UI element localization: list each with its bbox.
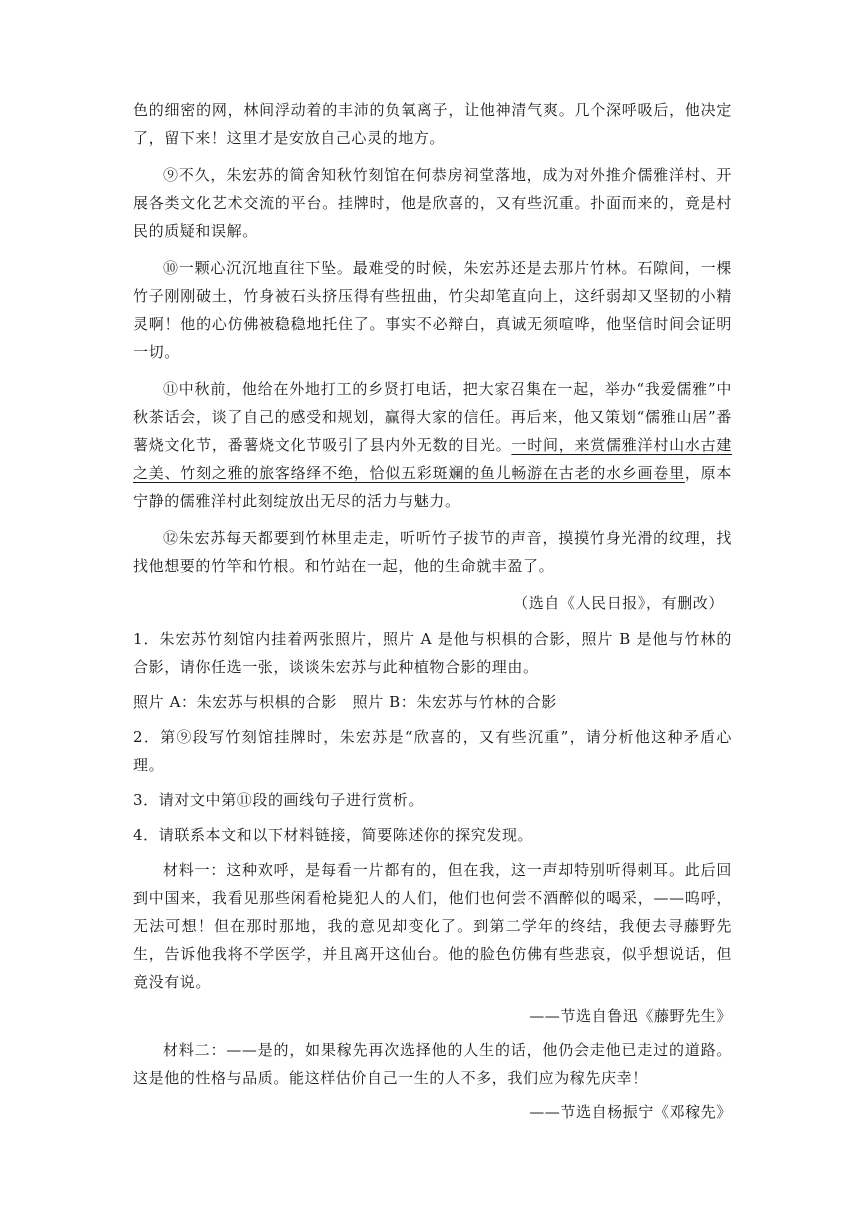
material-2: 材料二：——是的，如果稼先再次选择他的人生的话，他仍会走他已走过的道路。这是他的性格与品质。能这样估价自己一生的人不多，我们应为稼先庆幸！ xyxy=(133,1041,732,1087)
paragraph-10: ⑩一颗心沉沉地直往下坠。最难受的时候，朱宏苏还是去那片竹林。石隙间，一棵竹子刚刚破土，竹身被石头挤压得有些扭曲，竹尖却笔直向上，这纤弱却又坚韧的小精灵啊！他的心仿佛被稳稳地托住了。事实不必辩白，真诚无须喧哗，他坚信时间会证明一切。 xyxy=(133,259,732,361)
question-1: 1．朱宏苏竹刻馆内挂着两张照片，照片 A 是他与枳椇的合影，照片 B 是他与竹林的合影，请你任选一张，谈谈朱宏苏与此种植物合影的理由。 xyxy=(133,630,732,676)
paragraph-11-tail: ，原本宁静的儒雅洋村此刻绽放出无尽的活力与魅力。 xyxy=(133,464,732,510)
underlined-sentence: 一时间，来赏儒雅洋村山水古建之美、竹刻之雅的旅客络绎不绝，恰似五彩斑斓的鱼儿畅游在古老的水乡画卷里 xyxy=(133,436,732,482)
paragraph-8-continued: 色的细密的网，林间浮动着的丰沛的负氧离子，让他神清气爽。几个深呼吸后，他决定了，留下来！这里才是安放自己心灵的地方。 xyxy=(133,101,732,147)
material-2-citation: ——节选自杨振宁《邓稼先》 xyxy=(529,1103,732,1121)
question-1-photos: 照片 A：朱宏苏与枳椇的合影 照片 B：朱宏苏与竹林的合影 xyxy=(133,693,557,711)
question-3: 3．请对文中第⑪段的画线句子进行赏析。 xyxy=(133,791,424,809)
paragraph-11-text: ⑪中秋前，他给在外地打工的乡贤打电话，把大家召集在一起，举办“我爱儒雅”中秋茶话会，谈了自己的感受和规划，赢得大家的信任。再后来，他又策划“儒雅山居”番薯烧文化节，番薯烧文化节吸引了县内外无数的目光。 xyxy=(133,380,732,454)
material-1: 材料一：这种欢呼，是每看一片都有的，但在我，这一声却特别听得刺耳。此后回到中国来，我看见那些闲看枪毙犯人的人们，他们也何尝不酒醉似的喝采，——呜呼，无法可想！但在那时那地，我的意见却变化了。到第二学年的终结，我便去寻藤野先生，告诉他我将不学医学，并且离开这仙台。他的脸色仿佛有些悲哀，似乎想说话，但竟没有说。 xyxy=(133,861,732,991)
paragraph-12: ⑫朱宏苏每天都要到竹林里走走，听听竹子拔节的声音，摸摸竹身光滑的纹理，找找他想要的竹竿和竹根。和竹站在一起，他的生命就丰盈了。 xyxy=(133,529,732,575)
paragraph-11 xyxy=(133,375,732,515)
source-note: （选自《人民日报》，有删改） xyxy=(513,594,724,612)
paragraph-9: ⑨不久，朱宏苏的简舍知秋竹刻馆在何恭房祠堂落地，成为对外推介儒雅洋村、开展各类文化艺术交流的平台。挂牌时，他是欣喜的，又有些沉重。扑面而来的，竟是村民的质疑和误解。 xyxy=(133,166,732,240)
question-2: 2．第⑨段写竹刻馆挂牌时，朱宏苏是“欣喜的，又有些沉重”，请分析他这种矛盾心理。 xyxy=(133,728,732,774)
material-1-citation: ——节选自鲁迅《藤野先生》 xyxy=(529,1007,732,1025)
question-4: 4．请联系本文和以下材料链接，简要陈述你的探究发现。 xyxy=(133,826,534,844)
